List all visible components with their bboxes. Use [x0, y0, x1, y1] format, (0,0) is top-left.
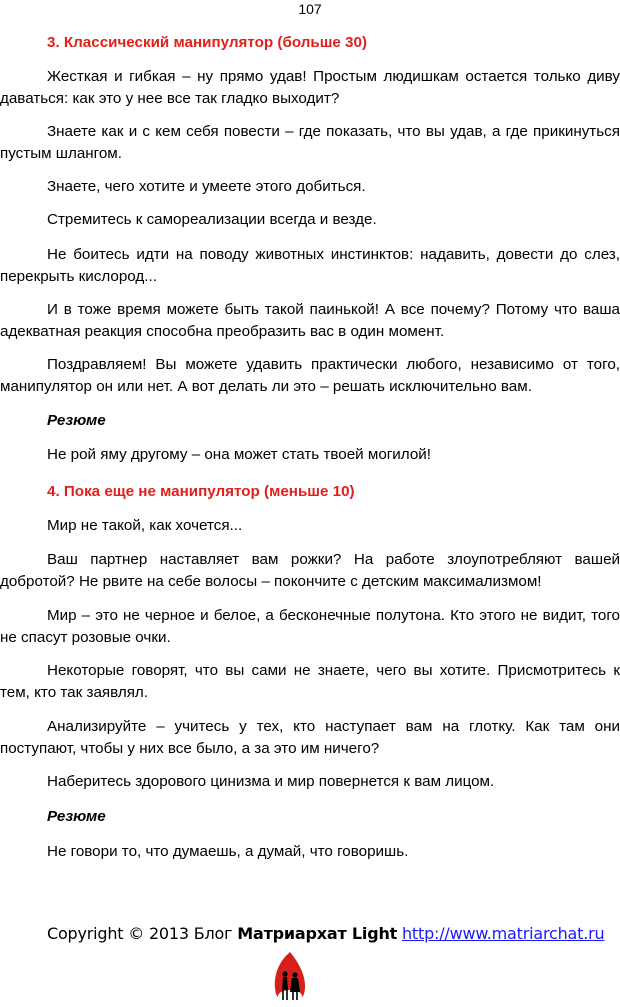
paragraph — [0, 66, 620, 110]
paragraph — [0, 209, 620, 231]
paragraph-text: Знаете, чего хотите и умеете этого добиться. — [47, 178, 366, 195]
paragraph-text: Не боитесь идти на поводу животных инстинктов: надавить, довести до слез, перекрыть кислород... — [0, 246, 620, 285]
page-number: 107 — [298, 1, 322, 17]
paragraph — [0, 549, 620, 593]
section4-heading: 4. Пока еще не манипулятор (меньше 10) — [47, 483, 355, 500]
paragraph-text: Ваш партнер наставляет вам рожки? На работе злоупотребляют вашей добротой? Не рвите на себе волосы – покончите с детским максимализмом! — [0, 551, 620, 590]
paragraph — [0, 660, 620, 704]
matriarchat-logo-icon — [270, 950, 310, 1006]
site-link[interactable]: http://www.matriarchat.ru — [401, 924, 605, 943]
paragraph-text: Жесткая и гибкая – ну прямо удав! Простым людишкам остается только диву даваться: как это у нее все так гладко выходит? — [0, 68, 620, 107]
resume-text: Не рой яму другому – она может стать твоей могилой! — [47, 446, 431, 463]
paragraph — [0, 299, 620, 343]
paragraph-text: Мир – это не черное и белое, а бесконечные полутона. Кто этого не видит, того не спасут розовые очки. — [0, 607, 620, 646]
paragraph-text: Анализируйте – учитесь у тех, кто наступает вам на глотку. Как там они поступают, чтобы у них все было, а за это им ничего? — [0, 718, 620, 757]
paragraph — [0, 176, 620, 198]
paragraph-text: Поздравляем! Вы можете удавить практически любого, независимо от того, манипулятор он или нет. А вот делать ли это – решать исключительно вам. — [0, 356, 620, 395]
paragraph — [0, 716, 620, 760]
paragraph-text: Некоторые говорят, что вы сами не знаете, чего вы хотите. Присмотритесь к тем, кто так заявлял. — [0, 662, 620, 701]
paragraph — [0, 771, 620, 793]
resume-block — [0, 410, 620, 432]
paragraph — [0, 244, 620, 288]
section3-heading-block — [0, 32, 620, 54]
section4-heading-block — [0, 481, 620, 503]
section3-heading: 3. Классический манипулятор (больше 30) — [47, 34, 368, 51]
paragraph-text: Стремитесь к самореализации всегда и везде. — [47, 211, 377, 228]
resume-label: Резюме — [47, 412, 106, 429]
resume-text: Не говори то, что думаешь, а думай, что говоришь. — [47, 843, 409, 860]
paragraph — [0, 605, 620, 649]
paragraph — [0, 515, 620, 537]
resume-block — [0, 806, 620, 828]
paragraph-text: Мир не такой, как хочется... — [47, 517, 243, 534]
paragraph — [0, 354, 620, 398]
resume-label: Резюме — [47, 808, 106, 825]
paragraph — [0, 121, 620, 165]
paragraph-text: И в тоже время можете быть такой паинькой! А все почему? Потому что ваша адекватная реакция способна преобразить вас в один момент. — [0, 301, 620, 340]
paragraph-text: Знаете как и с кем себя повести – где показать, что вы удав, а где прикинуться пустым шлангом. — [0, 123, 620, 162]
paragraph — [0, 841, 620, 863]
footer — [47, 924, 604, 943]
paragraph-text: Наберитесь здорового цинизма и мир повернется к вам лицом. — [47, 773, 495, 790]
copyright-text: Copyright © 2013 Блог — [47, 924, 233, 943]
blog-brand: Матриархат Light — [237, 924, 398, 943]
paragraph — [0, 444, 620, 466]
